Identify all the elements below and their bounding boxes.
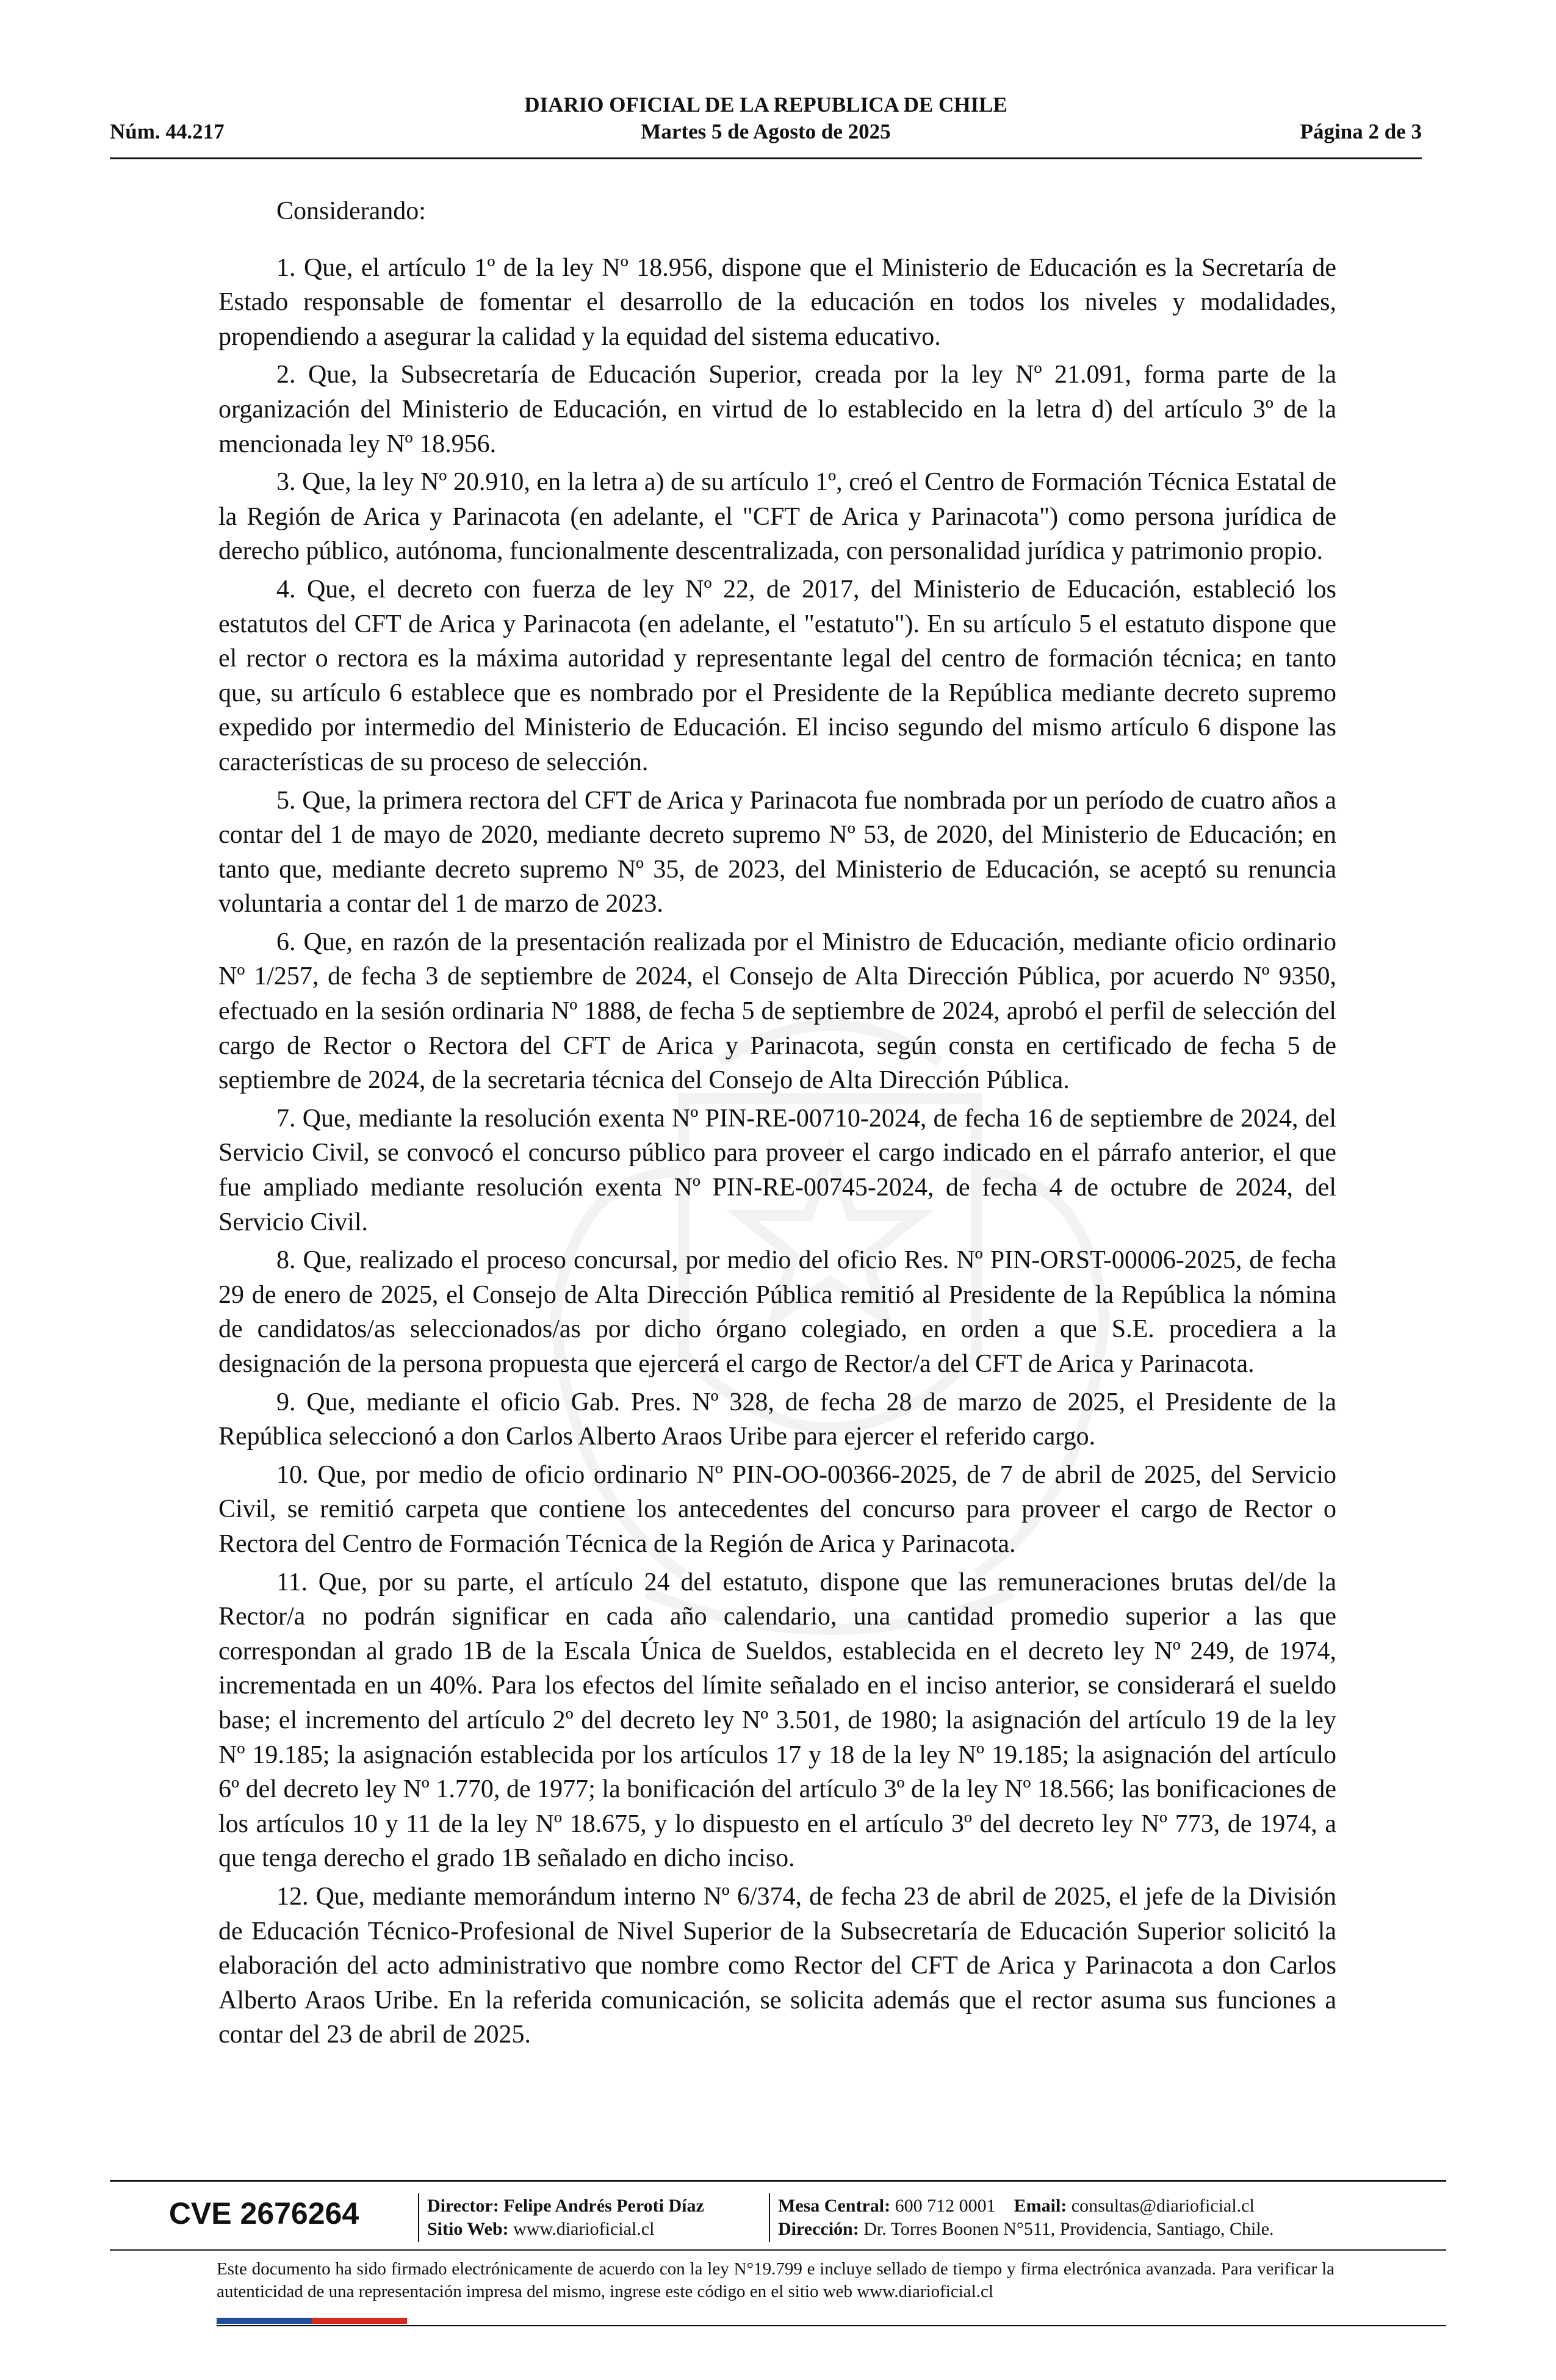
header-divider	[110, 157, 1422, 159]
footer-separator	[418, 2193, 419, 2242]
page-header	[110, 92, 1422, 160]
email-link[interactable]: consultas@diarioficial.cl	[1071, 2196, 1255, 2216]
footer-divider-mid	[110, 2249, 1446, 2251]
director-site-block	[427, 2194, 704, 2241]
chile-flag-bar	[217, 2318, 407, 2324]
director-label: Director:	[427, 2196, 499, 2216]
site-label: Sitio Web:	[427, 2219, 509, 2239]
footer-info	[110, 2188, 1446, 2256]
issue-number: Núm. 44.217	[110, 120, 225, 143]
paragraph-3: 3. Que, la ley Nº 20.910, en la letra a) de su artículo 1º, creó el Centro de Formación Técnica Estatal de la Región de Arica y Parinacota (en adelante, el "CFT de Arica y Parinacota") como persona jurídica de derecho público, autónoma, funcionalmente descentralizada, con personalidad jurídica y patrimonio propio.	[218, 468, 1336, 566]
newspaper-title: DIARIO OFICIAL DE LA REPUBLICA DE CHILE	[524, 93, 1007, 117]
paragraph-8: 8. Que, realizado el proceso concursal, por medio del oficio Res. Nº PIN-ORST-00006-2025, de fecha 29 de enero de 2025, el Consejo de Alta Dirección Pública remitió al Presidente de la República la nómina de candidatos/as seleccionados/as por dicho órgano colegiado, en orden a que S.E. procediera a la designación de la persona propuesta que ejercerá el cargo de Rector/a del CFT de Arica y Parinacota.	[218, 1246, 1336, 1378]
footer-divider-top	[110, 2180, 1446, 2182]
paragraph-6: 6. Que, en razón de la presentación realizada por el Ministro de Educación, mediante oficio ordinario Nº 1/257, de fecha 3 de septiembre de 2024, el Consejo de Alta Dirección Pública, por acuerdo Nº 9350, efectuado en la sesión ordinaria Nº 1888, de fecha 5 de septiembre de 2024, aprobó el perfil de selección del cargo de Rector o Rectora del CFT de Arica y Parinacota, según consta en certificado de fecha 5 de septiembre de 2024, de la secretaria técnica del Consejo de Alta Dirección Pública.	[218, 928, 1336, 1095]
site-link[interactable]: www.diarioficial.cl	[513, 2219, 655, 2239]
director-name: Felipe Andrés Peroti Díaz	[503, 2196, 704, 2216]
considerando-heading: Considerando:	[276, 197, 426, 225]
legal-notice: Este documento ha sido firmado electrónicamente de acuerdo con la ley N°19.799 e incluye sellado de tiempo y firma electrónica avanzada. Para verificar la autenticidad de una representación impresa del mismo, ingrese este código en el sitio web www.diarioficial.cl	[217, 2259, 1334, 2301]
paragraph-7: 7. Que, mediante la resolución exenta Nº PIN-RE-00710-2024, de fecha 16 de septiembre de 2024, del Servicio Civil, se convocó el concurso público para proveer el cargo indicado en el párrafo anterior, el que fue ampliado mediante resolución exenta Nº PIN-RE-00745-2024, de fecha 4 de octubre de 2024, del Servicio Civil.	[218, 1104, 1336, 1236]
decree-body	[218, 194, 1336, 2052]
paragraph-4: 4. Que, el decreto con fuerza de ley Nº 22, de 2017, del Ministerio de Educación, estableció los estatutos del CFT de Arica y Parinacota (en adelante, el "estatuto"). En su artículo 5 el estatuto dispone que el rector o rectora es la máxima autoridad y representante legal del centro de formación técnica; en tanto que, su artículo 6 establece que es nombrado por el Presidente de la República mediante decreto supremo expedido por intermedio del Ministerio de Educación. El inciso segundo del mismo artículo 6 dispone las características de su proceso de selección.	[218, 575, 1336, 776]
paragraph-2: 2. Que, la Subsecretaría de Educación Superior, creada por la ley Nº 21.091, forma parte de la organización del Ministerio de Educación, en virtud de lo establecido en la letra d) del artículo 3º de la mencionada ley Nº 18.956.	[218, 361, 1336, 458]
flag-red-segment	[312, 2318, 407, 2324]
contact-block	[778, 2194, 1274, 2241]
email-label: Email:	[1014, 2196, 1067, 2216]
phone-label: Mesa Central:	[778, 2196, 891, 2216]
paragraph-1: 1. Que, el artículo 1º de la ley Nº 18.956, dispone que el Ministerio de Educación es la Secretaría de Estado responsable de fomentar el desarrollo de la educación en todos los niveles y modalidades, propendiendo a asegurar la calidad y la equidad del sistema educativo.	[218, 253, 1336, 351]
flag-blue-segment	[217, 2318, 312, 2324]
address-label: Dirección:	[778, 2219, 859, 2239]
paragraph-10: 10. Que, por medio de oficio ordinario Nº PIN-OO-00366-2025, de 7 de abril de 2025, del Servicio Civil, se remitió carpeta que contiene los antecedentes del concurso para proveer el cargo de Rector o Rectora del Centro de Formación Técnica de la Región de Arica y Parinacota.	[218, 1460, 1336, 1558]
footer-divider-bottom	[217, 2325, 1446, 2326]
address-value: Dr. Torres Boonen N°511, Providencia, Santiago, Chile.	[863, 2219, 1274, 2239]
header-center	[110, 92, 1422, 145]
paragraph-5: 5. Que, la primera rectora del CFT de Arica y Parinacota fue nombrada por un período de cuatro años a contar del 1 de mayo de 2020, mediante decreto supremo Nº 53, de 2020, del Ministerio de Educación; en tanto que, mediante decreto supremo Nº 35, de 2023, del Ministerio de Educación, se aceptó su renuncia voluntaria a contar del 1 de marzo de 2023.	[218, 786, 1336, 918]
page-number: Página 2 de 3	[1300, 120, 1422, 143]
paragraph-9: 9. Que, mediante el oficio Gab. Pres. Nº 328, de fecha 28 de marzo de 2025, el Presidente de la República seleccionó a don Carlos Alberto Araos Uribe para ejercer el referido cargo.	[218, 1388, 1336, 1451]
phone-value: 600 712 0001	[895, 2196, 996, 2216]
cve-code: CVE 2676264	[168, 2196, 359, 2230]
paragraph-12: 12. Que, mediante memorándum interno Nº 6/374, de fecha 23 de abril de 2025, el jefe de la División de Educación Técnico-Profesional de Nivel Superior de la Subsecretaría de Educación Superior solicitó la elaboración del acto administrativo que nombre como Rector del CFT de Arica y Parinacota a don Carlos Alberto Araos Uribe. En la referida comunicación, se solicita además que el rector asuma sus funciones a contar del 23 de abril de 2025.	[218, 1882, 1336, 2049]
issue-date: Martes 5 de Agosto de 2025	[641, 120, 891, 143]
footer-separator	[769, 2193, 770, 2242]
paragraph-11: 11. Que, por su parte, el artículo 24 del estatuto, dispone que las remuneraciones brutas del/de la Rector/a no podrán significar en cada año calendario, una cantidad promedio superior a las que correspondan al grado 1B de la Escala Única de Sueldos, establecida en el decreto ley Nº 249, de 1974, incrementada en un 40%. Para los efectos del límite señalado en el inciso anterior, se considerará el sueldo base; el incremento del artículo 2º del decreto ley Nº 3.501, de 1980; la asignación del artículo 19 de la ley Nº 19.185; la asignación establecida por los artículos 17 y 18 de la ley Nº 19.185; la asignación del artículo 6º del decreto ley Nº 1.770, de 1977; la bonificación del artículo 3º de la ley Nº 18.566; las bonificaciones de los artículos 10 y 11 de la ley Nº 18.675, y lo dispuesto en el artículo 3º del decreto ley Nº 773, de 1974, a que tenga derecho el grado 1B señalado en dicho inciso.	[218, 1568, 1336, 1873]
